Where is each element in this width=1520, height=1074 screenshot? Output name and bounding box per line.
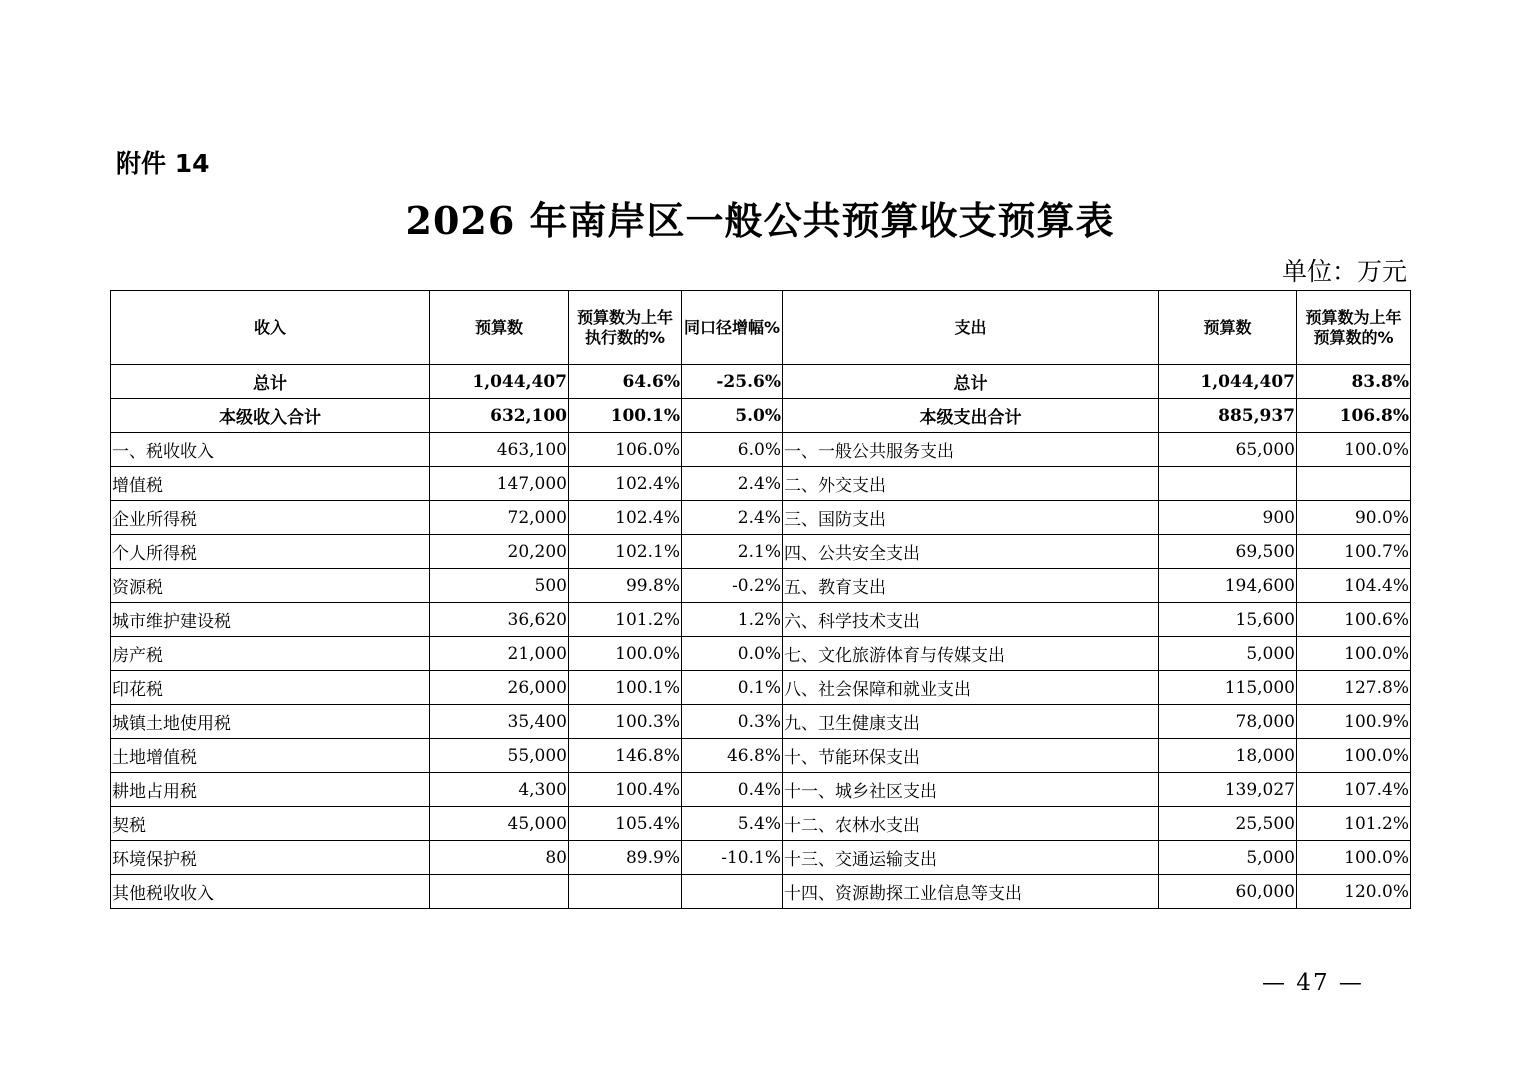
income-growth-cell: 6.0% [682,433,783,467]
expense-cell: 四、公共安全支出 [783,535,1159,569]
income-budget-cell: 45,000 [430,807,569,841]
attachment-label: 附件 14 [116,149,210,178]
income-pct-cell: 100.1% [569,399,682,433]
table-row [111,433,1411,467]
expense-budget-cell: 194,600 [1159,569,1297,603]
table-row [111,467,1411,501]
income-cell: 城镇土地使用税 [111,705,430,739]
header-expense-pct: 预算数为上年预算数的% [1297,291,1411,365]
income-budget-cell: 1,044,407 [430,365,569,399]
income-budget-cell: 55,000 [430,739,569,773]
expense-pct-cell: 100.0% [1297,739,1411,773]
expense-cell: 十二、农林水支出 [783,807,1159,841]
table-row [111,671,1411,705]
income-growth-cell: -25.6% [682,365,783,399]
expense-pct-cell: 100.0% [1297,637,1411,671]
income-pct-cell: 99.8% [569,569,682,603]
expense-cell: 五、教育支出 [783,569,1159,603]
expense-pct-cell: 83.8% [1297,365,1411,399]
income-pct-cell: 102.1% [569,535,682,569]
expense-budget-cell: 18,000 [1159,739,1297,773]
income-budget-cell: 4,300 [430,773,569,807]
income-budget-cell: 80 [430,841,569,875]
income-cell: 耕地占用税 [111,773,430,807]
income-cell: 城市维护建设税 [111,603,430,637]
unit-label: 单位：万元 [1281,257,1407,286]
table-row [111,875,1411,909]
header-expense-budget: 预算数 [1159,291,1297,365]
header-income-pct: 预算数为上年执行数的% [569,291,682,365]
income-pct-cell [569,875,682,909]
expense-pct-cell: 100.0% [1297,433,1411,467]
expense-cell: 总计 [783,365,1159,399]
income-cell: 其他税收收入 [111,875,430,909]
income-pct-cell: 101.2% [569,603,682,637]
expense-budget-cell: 5,000 [1159,841,1297,875]
expense-pct-cell [1297,467,1411,501]
expense-cell: 本级支出合计 [783,399,1159,433]
income-budget-cell: 36,620 [430,603,569,637]
income-growth-cell: 2.1% [682,535,783,569]
income-pct-cell: 102.4% [569,467,682,501]
expense-pct-cell: 101.2% [1297,807,1411,841]
expense-cell: 十三、交通运输支出 [783,841,1159,875]
table-header-row [111,291,1411,365]
expense-budget-cell: 78,000 [1159,705,1297,739]
expense-cell: 十、节能环保支出 [783,739,1159,773]
expense-pct-cell: 104.4% [1297,569,1411,603]
income-cell: 总计 [111,365,430,399]
header-income: 收入 [111,291,430,365]
table-row [111,841,1411,875]
income-cell: 印花税 [111,671,430,705]
table-row [111,637,1411,671]
expense-pct-cell: 100.7% [1297,535,1411,569]
income-pct-cell: 100.1% [569,671,682,705]
expense-pct-cell: 90.0% [1297,501,1411,535]
table-row [111,807,1411,841]
expense-pct-cell: 100.9% [1297,705,1411,739]
income-growth-cell: -0.2% [682,569,783,603]
table-row [111,705,1411,739]
income-budget-cell [430,875,569,909]
table-row [111,603,1411,637]
expense-budget-cell [1159,467,1297,501]
income-budget-cell: 500 [430,569,569,603]
income-growth-cell: -10.1% [682,841,783,875]
income-pct-cell: 100.4% [569,773,682,807]
expense-cell: 三、国防支出 [783,501,1159,535]
income-cell: 房产税 [111,637,430,671]
income-growth-cell: 0.3% [682,705,783,739]
income-growth-cell: 5.4% [682,807,783,841]
expense-pct-cell: 127.8% [1297,671,1411,705]
income-pct-cell: 105.4% [569,807,682,841]
income-budget-cell: 35,400 [430,705,569,739]
header-income-growth: 同口径增幅% [682,291,783,365]
income-budget-cell: 21,000 [430,637,569,671]
income-growth-cell: 2.4% [682,467,783,501]
page-number: — 47 — [1262,970,1364,996]
document-title: 2026 年南岸区一般公共预算收支预算表 [405,198,1115,243]
expense-budget-cell: 25,500 [1159,807,1297,841]
budget-table [110,290,1411,909]
income-pct-cell: 89.9% [569,841,682,875]
header-expense: 支出 [783,291,1159,365]
table-row [111,501,1411,535]
income-growth-cell: 46.8% [682,739,783,773]
summary-row [111,399,1411,433]
income-budget-cell: 72,000 [430,501,569,535]
expense-cell: 七、文化旅游体育与传媒支出 [783,637,1159,671]
income-growth-cell: 0.4% [682,773,783,807]
expense-pct-cell: 106.8% [1297,399,1411,433]
income-budget-cell: 20,200 [430,535,569,569]
table-row [111,773,1411,807]
expense-budget-cell: 15,600 [1159,603,1297,637]
income-cell: 增值税 [111,467,430,501]
income-cell: 环境保护税 [111,841,430,875]
income-growth-cell: 0.0% [682,637,783,671]
income-pct-cell: 100.0% [569,637,682,671]
expense-cell: 二、外交支出 [783,467,1159,501]
income-growth-cell: 5.0% [682,399,783,433]
expense-cell: 一、一般公共服务支出 [783,433,1159,467]
expense-cell: 六、科学技术支出 [783,603,1159,637]
expense-cell: 八、社会保障和就业支出 [783,671,1159,705]
income-growth-cell: 0.1% [682,671,783,705]
expense-budget-cell: 65,000 [1159,433,1297,467]
expense-budget-cell: 5,000 [1159,637,1297,671]
expense-cell: 十四、资源勘探工业信息等支出 [783,875,1159,909]
income-cell: 个人所得税 [111,535,430,569]
income-growth-cell: 1.2% [682,603,783,637]
summary-row [111,365,1411,399]
income-pct-cell: 102.4% [569,501,682,535]
income-cell: 本级收入合计 [111,399,430,433]
table-row [111,739,1411,773]
income-pct-cell: 100.3% [569,705,682,739]
header-income-budget: 预算数 [430,291,569,365]
expense-budget-cell: 139,027 [1159,773,1297,807]
income-budget-cell: 463,100 [430,433,569,467]
expense-budget-cell: 900 [1159,501,1297,535]
table-row [111,569,1411,603]
expense-budget-cell: 885,937 [1159,399,1297,433]
expense-pct-cell: 100.0% [1297,841,1411,875]
income-pct-cell: 106.0% [569,433,682,467]
income-cell: 契税 [111,807,430,841]
expense-budget-cell: 1,044,407 [1159,365,1297,399]
income-budget-cell: 632,100 [430,399,569,433]
income-pct-cell: 64.6% [569,365,682,399]
income-budget-cell: 26,000 [430,671,569,705]
expense-pct-cell: 107.4% [1297,773,1411,807]
income-cell: 资源税 [111,569,430,603]
income-cell: 土地增值税 [111,739,430,773]
expense-budget-cell: 115,000 [1159,671,1297,705]
expense-budget-cell: 60,000 [1159,875,1297,909]
income-cell: 企业所得税 [111,501,430,535]
income-cell: 一、税收收入 [111,433,430,467]
table-row [111,535,1411,569]
expense-cell: 十一、城乡社区支出 [783,773,1159,807]
income-budget-cell: 147,000 [430,467,569,501]
income-pct-cell: 146.8% [569,739,682,773]
income-growth-cell [682,875,783,909]
expense-cell: 九、卫生健康支出 [783,705,1159,739]
expense-budget-cell: 69,500 [1159,535,1297,569]
expense-pct-cell: 100.6% [1297,603,1411,637]
expense-pct-cell: 120.0% [1297,875,1411,909]
income-growth-cell: 2.4% [682,501,783,535]
